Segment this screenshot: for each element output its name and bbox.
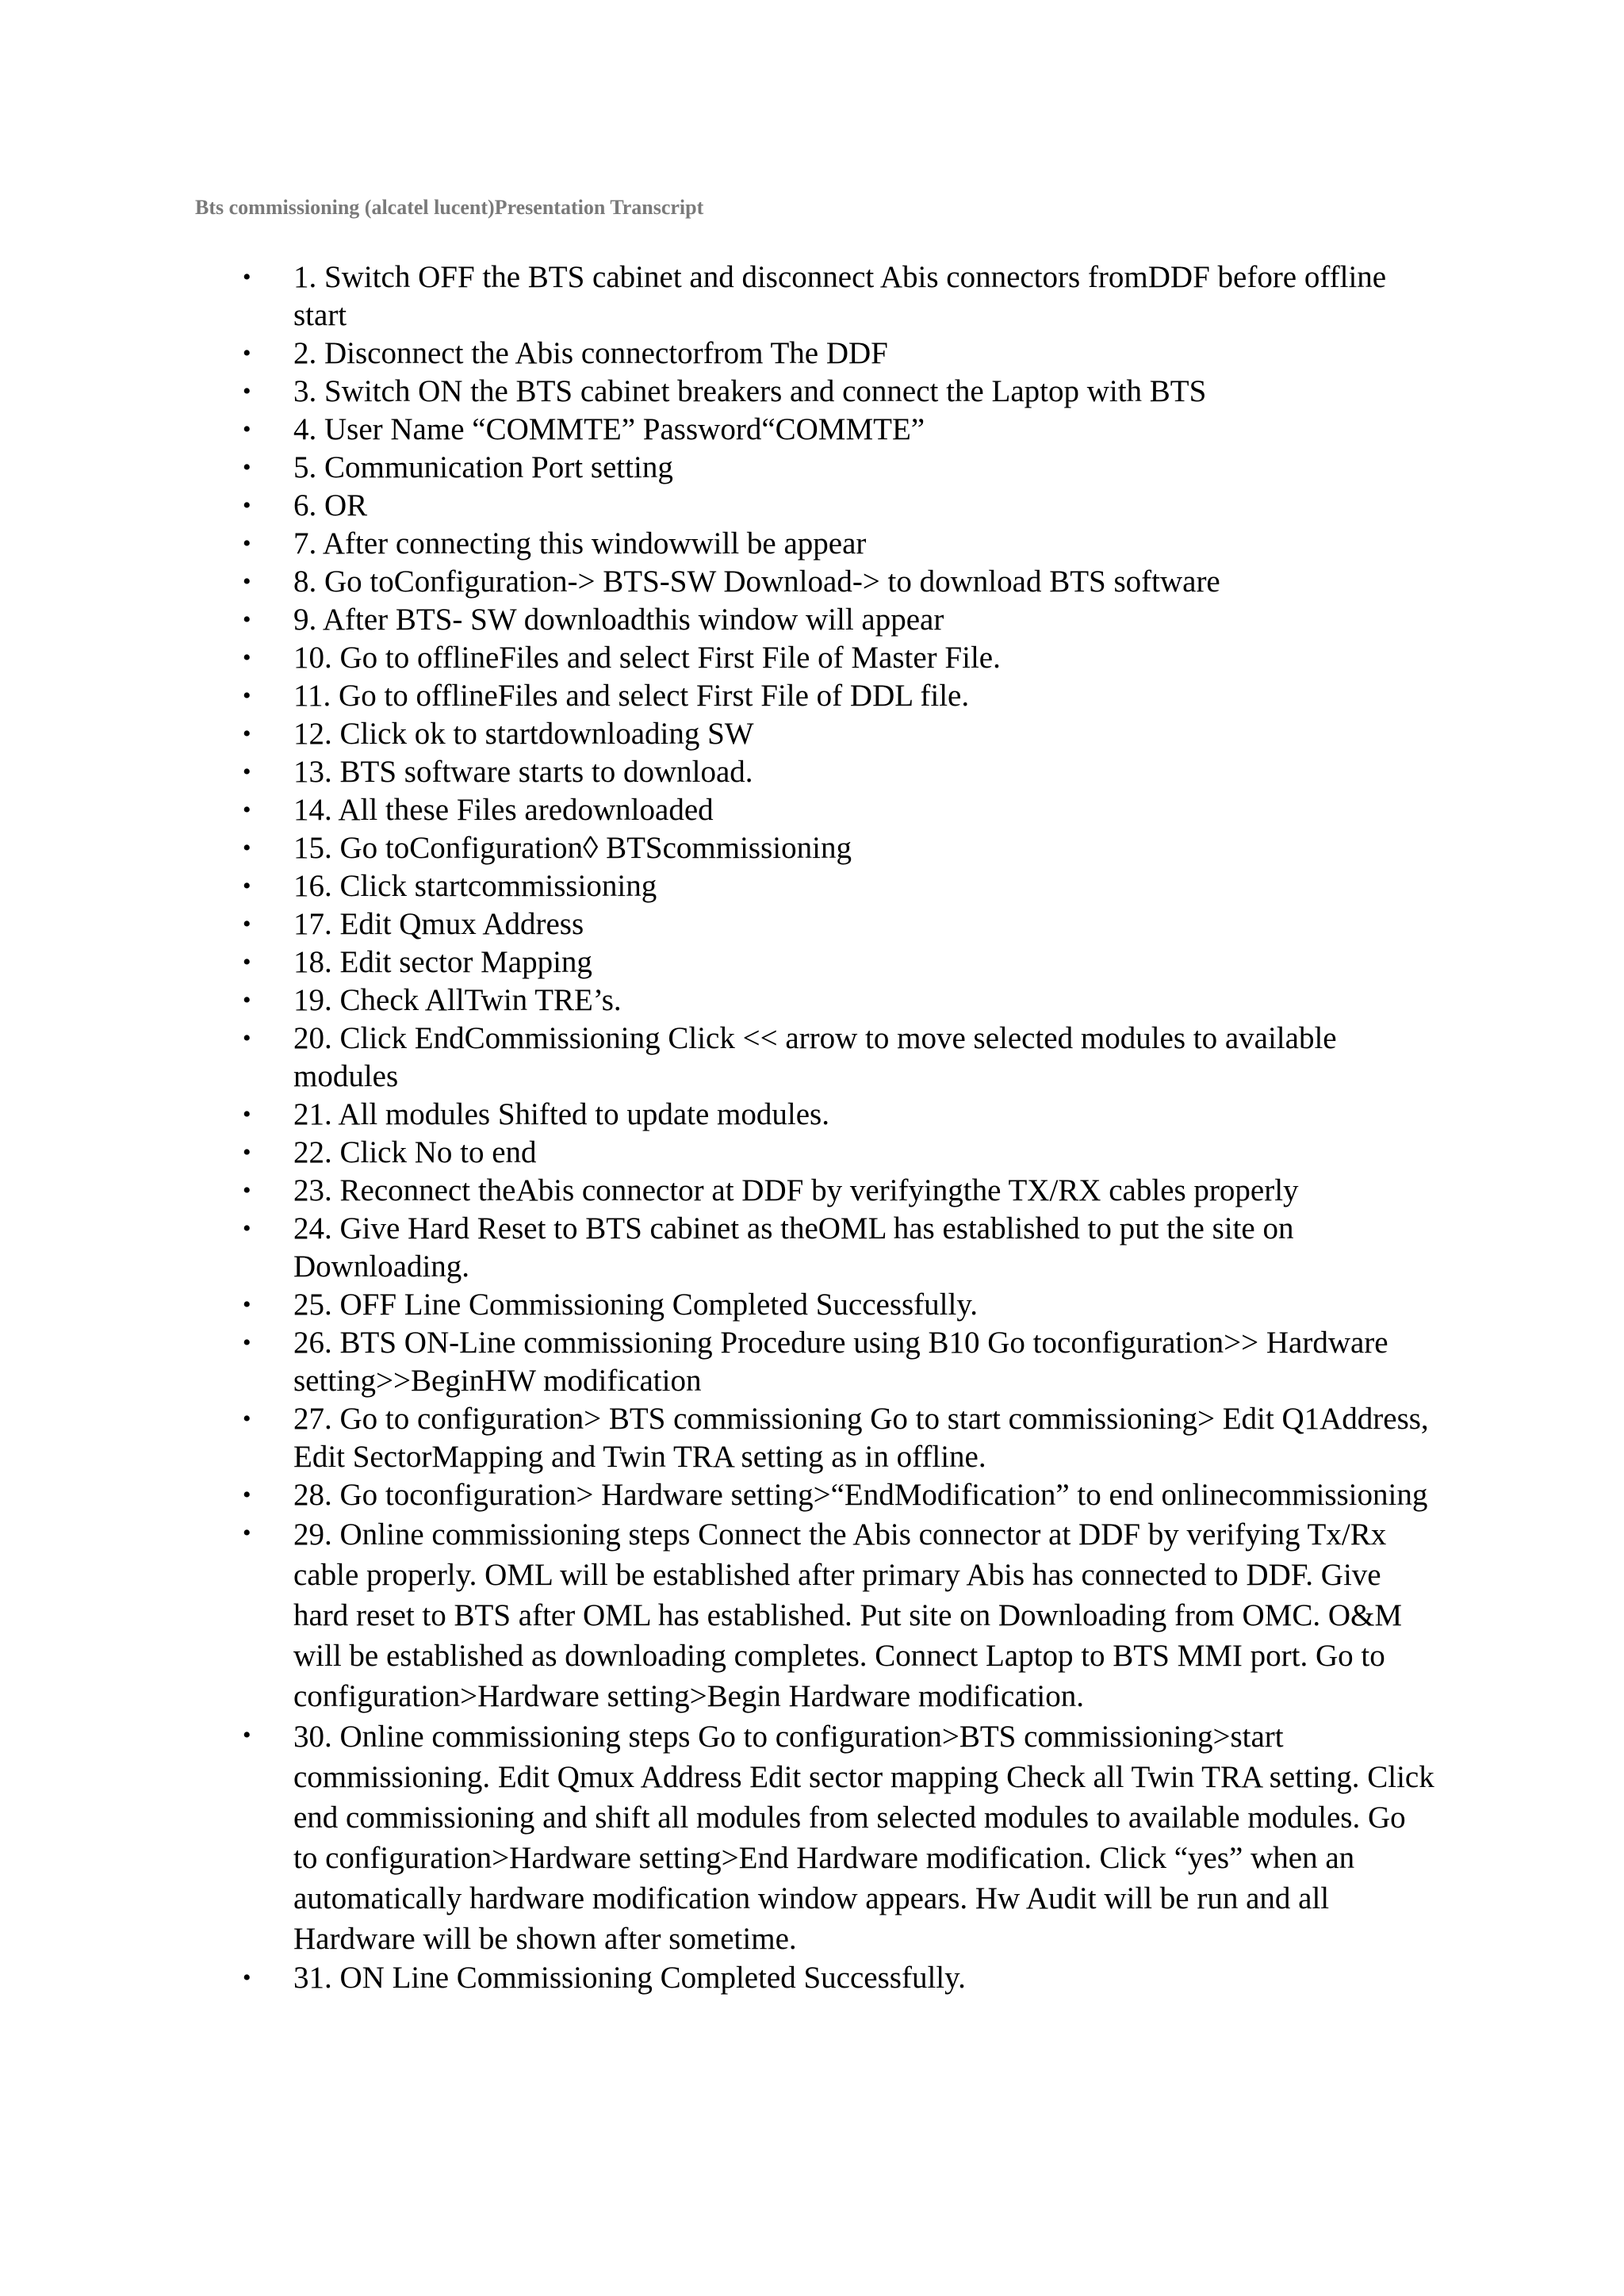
list-item-text: 24. Give Hard Reset to BTS cabinet as theOML has established to put the site on Downloading. — [293, 1211, 1294, 1284]
list-item — [243, 829, 1435, 867]
list-item-text: 29. Online commissioning steps Connect the Abis connector at DDF by verifying Tx/Rx cable properly. OML will be established after primary Abis has connected to DDF. Give hard reset to BTS after OML has established. Put site on Downloading from OMC. O&M will be established as downloading completes. Connect Laptop to BTS MMI port. Go to configuration>Hardware setting>Begin Hardware modification. — [293, 1517, 1403, 1713]
list-item-text: 21. All modules Shifted to update modules. — [293, 1097, 829, 1131]
bullet-icon: • — [243, 949, 251, 975]
bullet-icon: • — [243, 454, 251, 480]
list-item — [243, 1134, 1435, 1172]
list-item-text: 26. BTS ON-Line commissioning Procedure using B10 Go toconfiguration>> Hardware setting>>BeginHW modification — [293, 1326, 1388, 1398]
bullet-icon: • — [243, 683, 251, 709]
list-item — [243, 639, 1435, 677]
list-item-text: 3. Switch ON the BTS cabinet breakers and connect the Laptop with BTS — [293, 374, 1207, 408]
bullet-icon: • — [243, 873, 251, 899]
list-item — [243, 982, 1435, 1020]
list-item-text: 22. Click No to end — [293, 1135, 537, 1169]
bullet-icon: • — [243, 1965, 251, 1991]
bullet-icon: • — [243, 378, 251, 404]
list-item-text: 31. ON Line Commissioning Completed Successfully. — [293, 1961, 966, 1995]
bullet-icon: • — [243, 568, 251, 595]
list-item-text: 30. Online commissioning steps Go to configuration>BTS commissioning>start commissioning. Edit Qmux Address Edit sector mapping Check all Twin TRA setting. Click end commissioning and shift all modules from selected modules to available modules. Go to configuration>Hardware setting>End Hardware modification. Click “yes” when an automatically hardware modification window appears. Hw Audit will be run and all Hardware will be shown after sometime. — [293, 1720, 1434, 1956]
list-item-text: 19. Check AllTwin TRE’s. — [293, 983, 622, 1017]
list-item — [243, 258, 1435, 335]
bullet-icon: • — [243, 835, 251, 861]
bullet-icon: • — [243, 340, 251, 366]
list-item-text: 23. Reconnect theAbis connector at DDF by verifyingthe TX/RX cables properly — [293, 1173, 1299, 1207]
list-item — [243, 1020, 1435, 1096]
bullet-icon: • — [243, 1482, 251, 1508]
bullet-icon: • — [243, 1139, 251, 1165]
list-item — [243, 601, 1435, 639]
transcript-list — [243, 258, 1435, 1997]
bullet-icon: • — [243, 1520, 251, 1546]
list-item — [243, 449, 1435, 487]
list-item — [243, 791, 1435, 829]
list-item-text: 20. Click EndCommissioning Click << arrow to move selected modules to available modules — [293, 1021, 1337, 1093]
list-item — [243, 373, 1435, 411]
list-item — [243, 867, 1435, 905]
list-item — [243, 1400, 1435, 1476]
bullet-icon: • — [243, 264, 251, 290]
list-item-text: 7. After connecting this windowwill be appear — [293, 526, 867, 561]
bullet-icon: • — [243, 530, 251, 557]
list-item — [243, 1324, 1435, 1400]
bullet-icon: • — [243, 1101, 251, 1127]
list-item-text: 12. Click ok to startdownloading SW — [293, 717, 754, 751]
bullet-icon: • — [243, 607, 251, 633]
list-item-text: 28. Go toconfiguration> Hardware setting>“EndModification” to end onlinecommissioning — [293, 1478, 1428, 1512]
list-item — [243, 411, 1435, 449]
list-item — [243, 715, 1435, 753]
list-item — [243, 905, 1435, 943]
list-item-text: 14. All these Files aredownloaded — [293, 793, 714, 827]
list-item — [243, 1172, 1435, 1210]
bullet-icon: • — [243, 1177, 251, 1203]
bullet-icon: • — [243, 759, 251, 785]
list-item — [243, 943, 1435, 982]
list-item — [243, 525, 1435, 563]
bullet-icon: • — [243, 1025, 251, 1051]
list-item-text: 16. Click startcommissioning — [293, 869, 657, 903]
list-item — [243, 1514, 1435, 1716]
bullet-icon: • — [243, 987, 251, 1013]
list-item-text: 25. OFF Line Commissioning Completed Successfully. — [293, 1288, 979, 1322]
list-item-text: 6. OR — [293, 488, 368, 522]
list-item-text: 8. Go toConfiguration-> BTS-SW Download-> to download BTS software — [293, 564, 1220, 599]
list-item — [243, 753, 1435, 791]
bullet-icon: • — [243, 416, 251, 442]
list-item-text: 2. Disconnect the Abis connectorfrom The DDF — [293, 336, 888, 370]
bullet-icon: • — [243, 1330, 251, 1356]
list-item — [243, 1096, 1435, 1134]
bullet-icon: • — [243, 1292, 251, 1318]
list-item-text: 13. BTS software starts to download. — [293, 755, 753, 789]
list-item-text: 1. Switch OFF the BTS cabinet and disconnect Abis connectors fromDDF before offline start — [293, 260, 1387, 332]
list-item — [243, 1210, 1435, 1286]
list-item-text: 11. Go to offlineFiles and select First File of DDL file. — [293, 679, 970, 713]
list-item-text: 10. Go to offlineFiles and select First File of Master File. — [293, 641, 1001, 675]
list-item-text: 4. User Name “COMMTE” Password“COMMTE” — [293, 412, 925, 446]
list-item-text: 27. Go to configuration> BTS commissioning Go to start commissioning> Edit Q1Address, Edit SectorMapping and Twin TRA setting as in offline. — [293, 1402, 1429, 1474]
document-title: Bts commissioning (alcatel lucent)Presentation Transcript — [195, 196, 704, 219]
list-item — [243, 563, 1435, 601]
bullet-icon: • — [243, 492, 251, 519]
bullet-icon: • — [243, 645, 251, 671]
list-item-text: 18. Edit sector Mapping — [293, 945, 592, 979]
list-item — [243, 1476, 1435, 1514]
list-item — [243, 1959, 1435, 1997]
list-item-text: 17. Edit Qmux Address — [293, 907, 584, 941]
bullet-icon: • — [243, 797, 251, 823]
list-item — [243, 1716, 1435, 1959]
bullet-icon: • — [243, 911, 251, 937]
list-item — [243, 487, 1435, 525]
bullet-icon: • — [243, 721, 251, 747]
list-item-text: 5. Communication Port setting — [293, 450, 673, 484]
bullet-icon: • — [243, 1722, 251, 1748]
list-item — [243, 335, 1435, 373]
bullet-icon: • — [243, 1215, 251, 1242]
list-item — [243, 1286, 1435, 1324]
list-item-text: 15. Go toConfiguration◊ BTScommissioning — [293, 831, 852, 865]
bullet-icon: • — [243, 1406, 251, 1432]
list-item — [243, 677, 1435, 715]
list-item-text: 9. After BTS- SW downloadthis window will appear — [293, 603, 944, 637]
